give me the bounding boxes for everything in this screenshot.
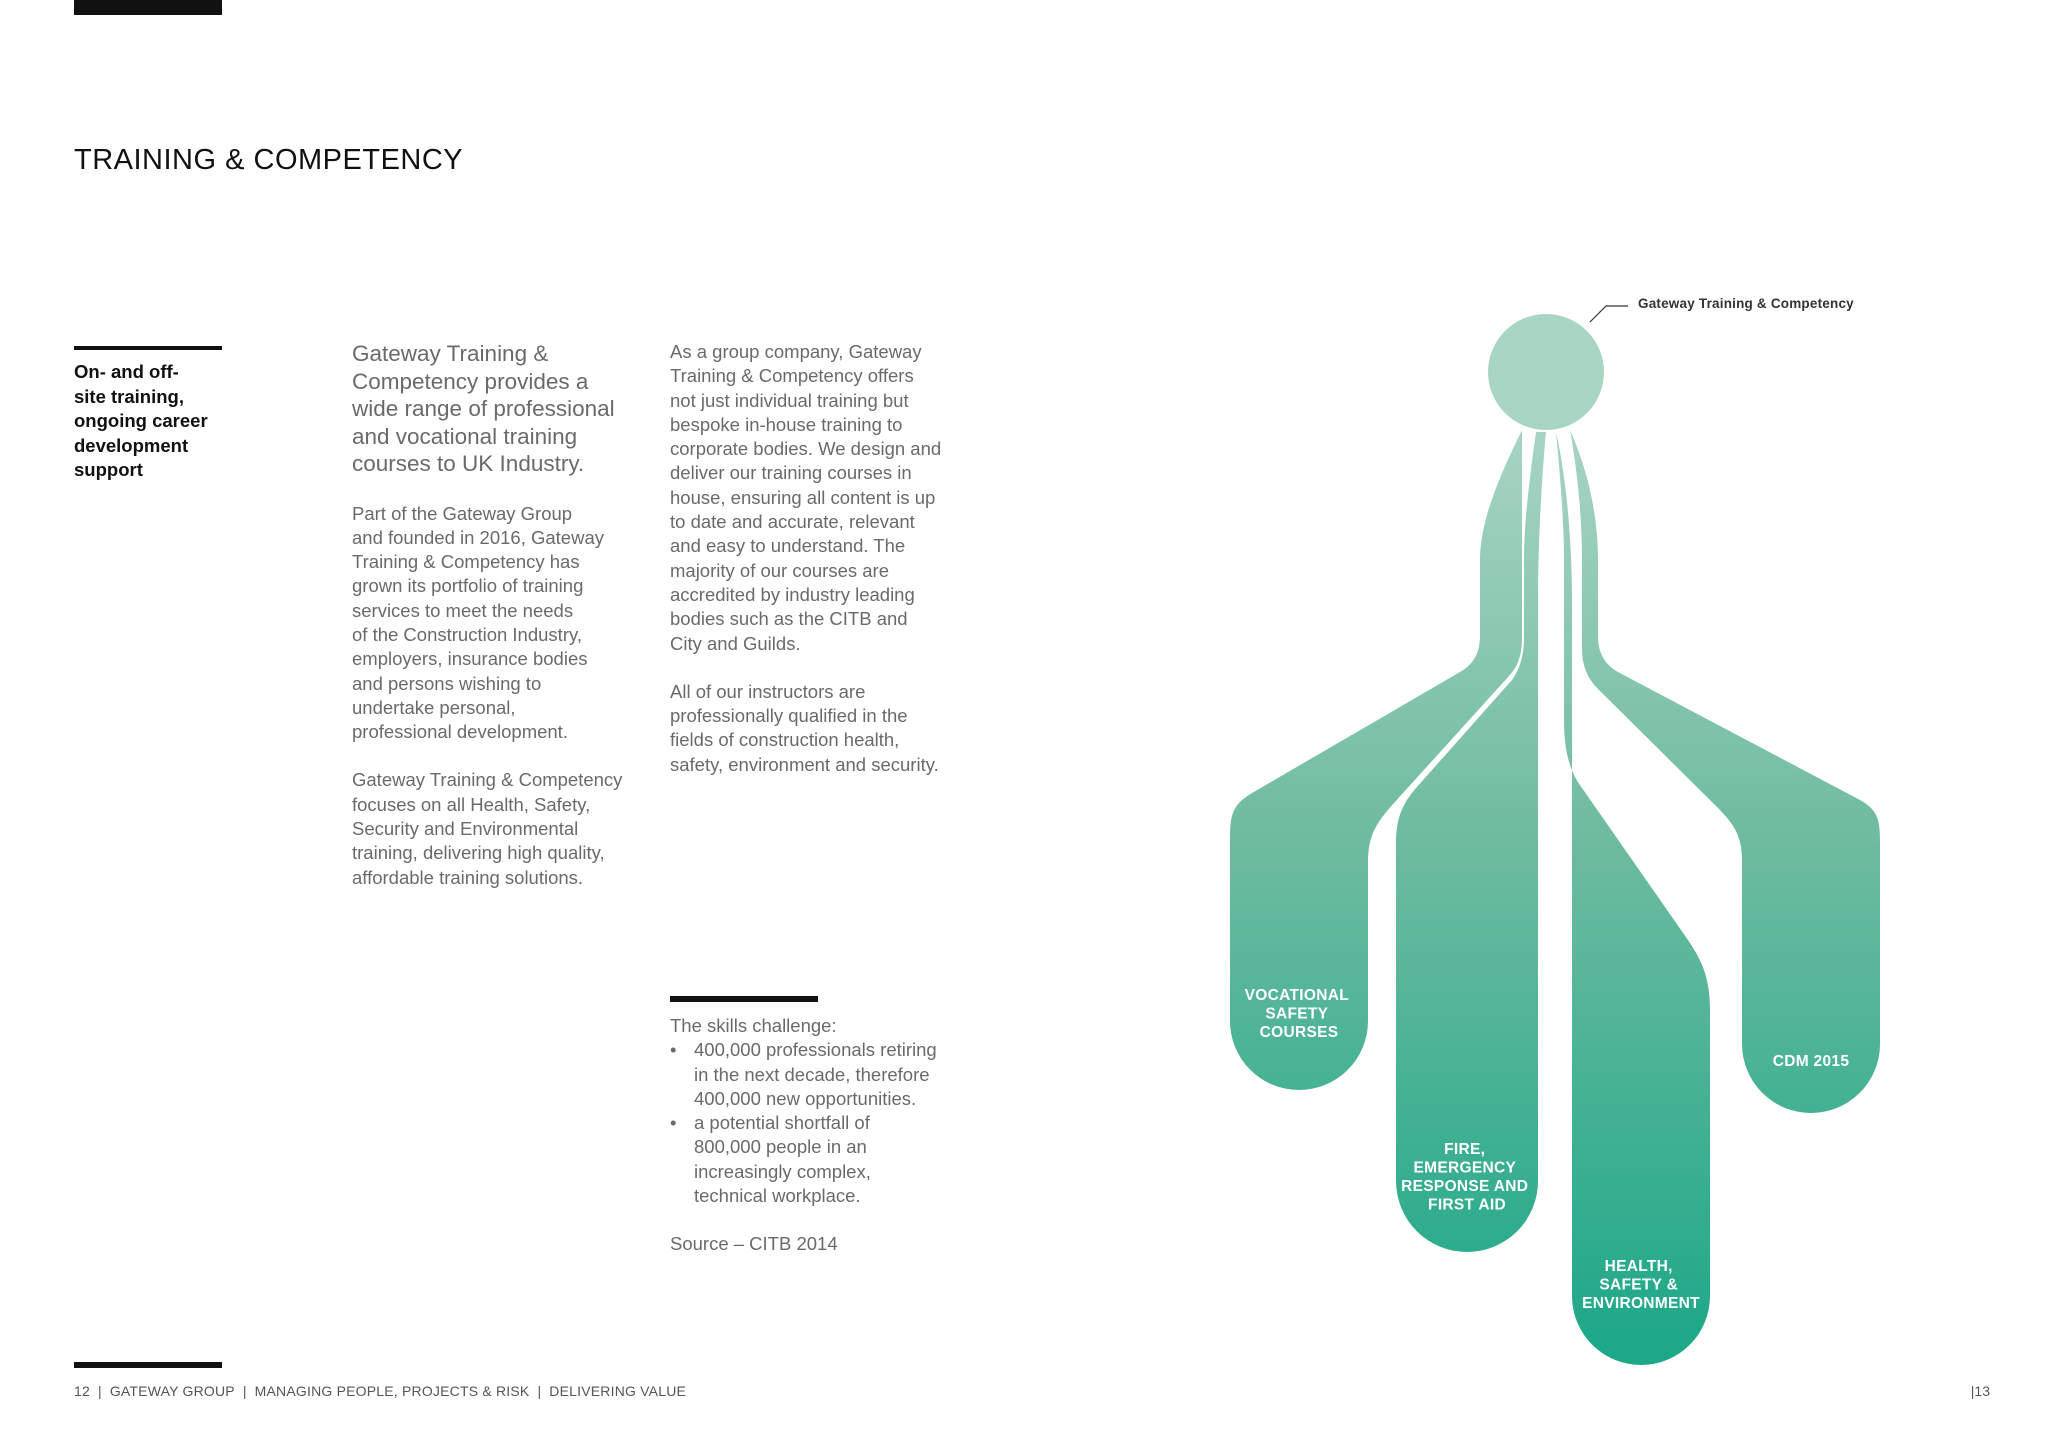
footer-separator: | [537,1383,542,1399]
text-line: As a group company, Gateway [670,341,922,362]
branch-label-fire: FIRE, EMERGENCY RESPONSE AND FIRST AID [1401,1141,1529,1214]
text-line: and founded in 2016, Gateway [352,526,604,548]
footer-separator: | [97,1383,102,1399]
page-title: TRAINING & COMPETENCY [74,144,464,176]
footer-item: GATEWAY GROUP [109,1383,235,1399]
text-line: and persons wishing to [352,672,542,694]
text-line: technical workplace. [694,1185,861,1207]
branch-label-vocational: VOCATIONAL SAFETY COURSES [1244,987,1349,1041]
bullet-symbol: • [670,1039,677,1061]
lead-line: courses to UK Industry. [352,451,585,476]
text-line: City and Guilds. [670,632,801,654]
tagline-line: ongoing career [74,410,208,431]
text-line: deliver our training courses in [670,462,912,484]
text-line: 800,000 people in an [694,1136,867,1158]
text-line: 400,000 new opportunities. [694,1087,917,1109]
tagline-line: site training, [74,385,184,407]
text-line: affordable training solutions. [352,866,584,888]
branch-label-health: HEALTH, SAFETY & ENVIRONMENT [1582,1258,1700,1312]
text-line: Part of the Gateway Group [352,502,573,524]
text-line: professional development. [352,721,568,743]
text-line: Security and Environmental [352,818,579,840]
text-line: employers, insurance bodies [352,648,588,670]
text-line: undertake personal, [352,696,516,718]
root-label: Gateway Training & Competency [1638,296,1854,311]
text-line: of the Construction Industry, [352,623,582,645]
footer-separator: | [242,1383,247,1399]
text-line: and easy to understand. The [670,535,906,557]
text-line: services to meet the needs [352,599,574,621]
text-line: a potential shortfall of [694,1112,870,1134]
tagline-line: development [74,434,189,456]
branch-group [1230,430,1880,1365]
lead-line: Gateway Training & [352,341,549,366]
text-line: bodies such as the CITB and [670,608,908,630]
branch-fire [1396,432,1546,1252]
branch-label-cdm: CDM 2015 [1772,1053,1850,1070]
bullet-symbol: • [670,1112,677,1134]
tagline-line: support [74,459,143,480]
text-line: professionally qualified in the [670,705,908,727]
text-line: bespoke in-house training to [670,413,903,435]
footer-item: DELIVERING VALUE [549,1383,687,1399]
text-line: majority of our courses are [670,559,890,581]
text-line: house, ensuring all content is up [670,486,936,508]
footer-right [1971,1383,1990,1399]
footer-separator: | [1970,1383,1975,1399]
text-line: safety, environment and security. [670,753,939,775]
text-line: 400,000 professionals retiring [694,1039,937,1061]
root-node [1488,314,1604,430]
text-line: focuses on all Health, Safety, [352,793,591,815]
text-line: training, delivering high quality, [352,842,605,864]
root-label-leader [1590,306,1628,322]
text-line: Training & Competency offers [670,365,914,387]
text-line: increasingly complex, [694,1160,871,1182]
lead-line: Competency provides a [352,368,589,394]
text-line: fields of construction health, [670,729,900,751]
text-line: Gateway Training & Competency [352,769,623,791]
footer-item: MANAGING PEOPLE, PROJECTS & RISK [254,1383,530,1399]
text-line: All of our instructors are [670,680,866,702]
skills-source: Source – CITB 2014 [670,1233,838,1255]
text-line: Training & Competency has [352,551,580,573]
text-line: accredited by industry leading [670,583,915,605]
lead-line: wide range of professional [352,396,615,421]
branch-health [1556,432,1710,1365]
footer-left [74,1383,686,1399]
text-line: not just individual training but [670,389,909,411]
lead-line: and vocational training [352,423,578,449]
page-number-right: 13 [1974,1383,1990,1399]
skills-heading: The skills challenge: [670,1015,837,1036]
text-line: in the next decade, therefore [694,1063,930,1085]
page-number-left: 12 [74,1383,90,1399]
text-line: grown its portfolio of training [352,575,584,597]
tagline-line: On- and off- [74,361,179,382]
text-line: corporate bodies. We design and [670,438,942,460]
text-line: to date and accurate, relevant [670,511,915,533]
